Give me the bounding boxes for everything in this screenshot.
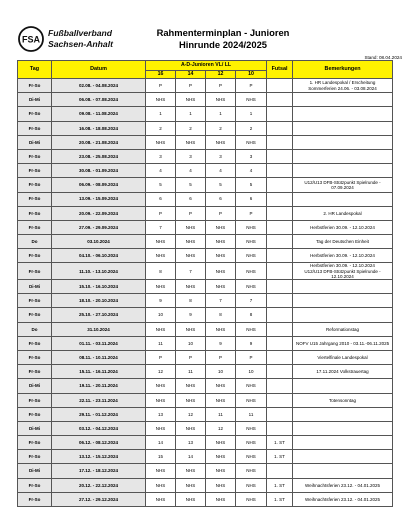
- cell-futsal: [267, 336, 293, 350]
- cell-bemerkung: [293, 407, 393, 421]
- cell-datum: 29.11. - 01.12.2024: [52, 407, 146, 421]
- cell-bemerkung: Weihnachtsferien 23.12. - 04.01.2025: [293, 492, 393, 506]
- cell-16: NHS: [146, 135, 176, 149]
- cell-futsal: [267, 263, 293, 280]
- cell-futsal: [267, 379, 293, 393]
- cell-futsal: [267, 107, 293, 121]
- cell-16: 7: [146, 220, 176, 234]
- cell-bemerkung: [293, 149, 393, 163]
- cell-bemerkung: [293, 379, 393, 393]
- cell-tag: Fr-So: [18, 192, 52, 206]
- cell-12: NHS: [206, 322, 236, 336]
- cell-14: P: [176, 206, 206, 220]
- cell-futsal: [267, 178, 293, 192]
- document-title: [128, 27, 318, 51]
- cell-datum: 16.08. - 18.08.2024: [52, 121, 146, 135]
- cell-futsal: [267, 206, 293, 220]
- cell-bemerkung: [293, 436, 393, 450]
- cell-14: NHS: [176, 93, 206, 107]
- stand-date: Stand: 08.04.2024: [364, 55, 402, 60]
- cell-12: NHS: [206, 263, 236, 280]
- cell-10: P: [236, 79, 267, 93]
- cell-12: NHS: [206, 379, 236, 393]
- table-row: [18, 206, 393, 220]
- cell-futsal: [267, 235, 293, 249]
- cell-tag: Fr-So: [18, 79, 52, 93]
- cell-16: NHS: [146, 93, 176, 107]
- cell-12: NHS: [206, 393, 236, 407]
- cell-14: NHS: [176, 393, 206, 407]
- cell-16: NHS: [146, 393, 176, 407]
- cell-datum: 23.08. - 25.08.2024: [52, 149, 146, 163]
- cell-futsal: [267, 421, 293, 435]
- cell-tag: Fr-So: [18, 249, 52, 263]
- cell-tag: Fr-So: [18, 121, 52, 135]
- cell-12: NHS: [206, 450, 236, 464]
- cell-12: 10: [206, 365, 236, 379]
- table-row: [18, 220, 393, 234]
- cell-16: 14: [146, 436, 176, 450]
- cell-14: NHS: [176, 478, 206, 492]
- cell-12: NHS: [206, 235, 236, 249]
- cell-16: 4: [146, 164, 176, 178]
- cell-bemerkung: [293, 135, 393, 149]
- col-header-datum: Datum: [52, 61, 146, 79]
- cell-12: 6: [206, 192, 236, 206]
- cell-12: NHS: [206, 93, 236, 107]
- cell-futsal: 1. ST: [267, 450, 293, 464]
- cell-datum: 18.10. - 20.10.2024: [52, 294, 146, 308]
- cell-bemerkung: 1. HR Landespokal / Erscheitung Sommerferien 24.06. - 03.08.2024: [293, 79, 393, 93]
- cell-10: NHS: [236, 220, 267, 234]
- cell-tag: Fr-So: [18, 478, 52, 492]
- table-row: [18, 93, 393, 107]
- cell-12: 12: [206, 421, 236, 435]
- cell-10: 7: [236, 294, 267, 308]
- cell-tag: Fr-So: [18, 450, 52, 464]
- cell-tag: Do: [18, 235, 52, 249]
- cell-futsal: [267, 249, 293, 263]
- cell-tag: Fr-So: [18, 263, 52, 280]
- table-row: [18, 294, 393, 308]
- organization-name: [48, 28, 113, 50]
- cell-14: 6: [176, 192, 206, 206]
- cell-16: P: [146, 79, 176, 93]
- cell-tag: Fr-So: [18, 365, 52, 379]
- cell-16: 11: [146, 336, 176, 350]
- cell-tag: Di-Mi: [18, 421, 52, 435]
- cell-14: NHS: [176, 135, 206, 149]
- cell-10: NHS: [236, 93, 267, 107]
- cell-12: 2: [206, 121, 236, 135]
- cell-datum: 20.12. - 22.12.2024: [52, 478, 146, 492]
- cell-tag: Fr-So: [18, 336, 52, 350]
- cell-16: 9: [146, 294, 176, 308]
- table-row: [18, 249, 393, 263]
- cell-tag: Di-Mi: [18, 135, 52, 149]
- cell-datum: 13.12. - 15.12.2024: [52, 450, 146, 464]
- cell-14: NHS: [176, 464, 206, 478]
- cell-bemerkung: [293, 93, 393, 107]
- table-row: [18, 308, 393, 322]
- cell-14: 10: [176, 336, 206, 350]
- cell-14: 1: [176, 107, 206, 121]
- cell-datum: 06.12. - 08.12.2024: [52, 436, 146, 450]
- cell-10: NHS: [236, 135, 267, 149]
- cell-bemerkung: Herbstferien 30.09. - 12.10.2024 U12/U13 DFB-Stützpunkt Spielrunde - 12.10.2024: [293, 263, 393, 280]
- cell-12: NHS: [206, 436, 236, 450]
- cell-futsal: [267, 220, 293, 234]
- cell-10: NHS: [236, 393, 267, 407]
- cell-datum: 17.12. - 18.12.2024: [52, 464, 146, 478]
- cell-10: NHS: [236, 436, 267, 450]
- fsa-logo-icon: [18, 26, 44, 52]
- cell-16: NHS: [146, 280, 176, 294]
- cell-bemerkung: [293, 164, 393, 178]
- cell-12: NHS: [206, 478, 236, 492]
- table-row: [18, 79, 393, 93]
- table-header-row-1: [18, 61, 393, 71]
- cell-tag: Fr-So: [18, 407, 52, 421]
- cell-14: 3: [176, 149, 206, 163]
- cell-12: 1: [206, 107, 236, 121]
- table-row: [18, 280, 393, 294]
- cell-tag: Fr-So: [18, 436, 52, 450]
- cell-14: NHS: [176, 249, 206, 263]
- table-row: [18, 350, 393, 364]
- cell-12: NHS: [206, 249, 236, 263]
- cell-10: NHS: [236, 379, 267, 393]
- cell-datum: 02.08. - 04.08.2024: [52, 79, 146, 93]
- table-row: [18, 121, 393, 135]
- cell-bemerkung: NOFV U15 Jahrgang 2010 - 03.11.-06.11.2025: [293, 336, 393, 350]
- cell-tag: Di-Mi: [18, 93, 52, 107]
- cell-futsal: [267, 322, 293, 336]
- cell-14: NHS: [176, 235, 206, 249]
- table-row: [18, 478, 393, 492]
- table-row: [18, 336, 393, 350]
- cell-14: NHS: [176, 220, 206, 234]
- cell-10: 8: [236, 308, 267, 322]
- cell-datum: 06.08. - 07.08.2024: [52, 93, 146, 107]
- cell-bemerkung: Herbstferien 30.09. - 12.10.2024: [293, 220, 393, 234]
- table-row: [18, 164, 393, 178]
- cell-bemerkung: [293, 294, 393, 308]
- cell-10: NHS: [236, 263, 267, 280]
- cell-10: NHS: [236, 450, 267, 464]
- cell-10: NHS: [236, 492, 267, 506]
- cell-12: NHS: [206, 280, 236, 294]
- cell-futsal: [267, 93, 293, 107]
- cell-14: 4: [176, 164, 206, 178]
- cell-16: P: [146, 206, 176, 220]
- cell-datum: 01.11. - 03.11.2024: [52, 336, 146, 350]
- cell-12: 9: [206, 336, 236, 350]
- cell-12: 5: [206, 178, 236, 192]
- cell-tag: Fr-So: [18, 308, 52, 322]
- cell-14: NHS: [176, 322, 206, 336]
- cell-16: 15: [146, 450, 176, 464]
- cell-datum: 08.11. - 10.11.2024: [52, 350, 146, 364]
- cell-16: 10: [146, 308, 176, 322]
- table-row: [18, 379, 393, 393]
- cell-16: NHS: [146, 421, 176, 435]
- cell-16: NHS: [146, 322, 176, 336]
- table-row: [18, 464, 393, 478]
- cell-futsal: [267, 308, 293, 322]
- cell-10: 3: [236, 149, 267, 163]
- table-row: [18, 135, 393, 149]
- cell-datum: 03.12. - 04.12.2024: [52, 421, 146, 435]
- table-row: [18, 365, 393, 379]
- col-header-10: 10: [236, 71, 267, 79]
- cell-14: NHS: [176, 421, 206, 435]
- table-row: [18, 107, 393, 121]
- cell-futsal: [267, 79, 293, 93]
- cell-bemerkung: [293, 450, 393, 464]
- cell-bemerkung: [293, 421, 393, 435]
- cell-futsal: 1. ST: [267, 478, 293, 492]
- cell-16: NHS: [146, 492, 176, 506]
- cell-10: NHS: [236, 464, 267, 478]
- cell-bemerkung: 2. HR Landespokal: [293, 206, 393, 220]
- cell-16: 6: [146, 192, 176, 206]
- table-row: [18, 492, 393, 506]
- cell-futsal: 1. ST: [267, 492, 293, 506]
- cell-14: NHS: [176, 280, 206, 294]
- title-line-2: Hinrunde 2024/2025: [178, 39, 268, 50]
- cell-16: NHS: [146, 235, 176, 249]
- cell-tag: Di-Mi: [18, 280, 52, 294]
- cell-bemerkung: U12/U13 DFB-Stützpunkt Spielrunde - 07.09.2024: [293, 178, 393, 192]
- cell-datum: 25.10. - 27.10.2024: [52, 308, 146, 322]
- cell-tag: Fr-So: [18, 178, 52, 192]
- cell-10: NHS: [236, 421, 267, 435]
- cell-12: 4: [206, 164, 236, 178]
- col-header-futsal: Futsal: [267, 61, 293, 79]
- cell-futsal: [267, 121, 293, 135]
- cell-futsal: [267, 164, 293, 178]
- cell-datum: 15.10. - 16.10.2024: [52, 280, 146, 294]
- cell-datum: 13.09. - 15.09.2024: [52, 192, 146, 206]
- cell-bemerkung: Herbstferien 30.09. - 12.10.2024: [293, 249, 393, 263]
- cell-tag: Fr-So: [18, 350, 52, 364]
- cell-16: 13: [146, 407, 176, 421]
- table-row: [18, 436, 393, 450]
- cell-14: 11: [176, 365, 206, 379]
- cell-datum: 31.10.2024: [52, 322, 146, 336]
- cell-12: P: [206, 350, 236, 364]
- table-row: [18, 192, 393, 206]
- col-header-group: A-D-Junioren VL/ LL: [146, 61, 267, 71]
- cell-12: P: [206, 206, 236, 220]
- cell-16: 5: [146, 178, 176, 192]
- schedule-table-body: [18, 79, 393, 507]
- cell-14: P: [176, 79, 206, 93]
- cell-10: NHS: [236, 249, 267, 263]
- cell-bemerkung: [293, 192, 393, 206]
- cell-12: 11: [206, 407, 236, 421]
- cell-10: 11: [236, 407, 267, 421]
- title-line-1: Rahmenterminplan - Junioren: [156, 27, 290, 38]
- cell-12: NHS: [206, 220, 236, 234]
- cell-datum: 22.11. - 23.11.2024: [52, 393, 146, 407]
- cell-10: NHS: [236, 322, 267, 336]
- cell-16: 12: [146, 365, 176, 379]
- cell-bemerkung: 17.11.2024 Volkstrauertag: [293, 365, 393, 379]
- cell-futsal: [267, 294, 293, 308]
- table-row: [18, 407, 393, 421]
- cell-16: NHS: [146, 249, 176, 263]
- org-line-1: Fußballverband: [48, 28, 112, 38]
- cell-10: 2: [236, 121, 267, 135]
- cell-datum: 30.08. - 01.09.2024: [52, 164, 146, 178]
- cell-10: NHS: [236, 280, 267, 294]
- table-row: [18, 322, 393, 336]
- cell-datum: 19.11. - 20.11.2024: [52, 379, 146, 393]
- cell-tag: Fr-So: [18, 492, 52, 506]
- cell-12: NHS: [206, 492, 236, 506]
- cell-10: P: [236, 206, 267, 220]
- table-row: [18, 263, 393, 280]
- cell-14: 14: [176, 450, 206, 464]
- cell-tag: Fr-So: [18, 164, 52, 178]
- cell-10: 1: [236, 107, 267, 121]
- table-row: [18, 450, 393, 464]
- col-header-12: 12: [206, 71, 236, 79]
- cell-tag: Do: [18, 322, 52, 336]
- cell-14: 12: [176, 407, 206, 421]
- cell-datum: 06.09. - 08.09.2024: [52, 178, 146, 192]
- table-row: [18, 235, 393, 249]
- col-header-tag: Tag: [18, 61, 52, 79]
- cell-datum: 09.08. - 11.08.2024: [52, 107, 146, 121]
- cell-10: P: [236, 350, 267, 364]
- cell-bemerkung: [293, 280, 393, 294]
- cell-bemerkung: [293, 121, 393, 135]
- cell-10: 9: [236, 336, 267, 350]
- cell-bemerkung: Tag der Deutschen Einheit: [293, 235, 393, 249]
- cell-tag: Fr-So: [18, 393, 52, 407]
- cell-12: NHS: [206, 464, 236, 478]
- cell-14: 8: [176, 294, 206, 308]
- cell-futsal: [267, 393, 293, 407]
- cell-12: NHS: [206, 135, 236, 149]
- cell-tag: Fr-So: [18, 206, 52, 220]
- cell-tag: Fr-So: [18, 294, 52, 308]
- cell-datum: 03.10.2024: [52, 235, 146, 249]
- cell-12: 8: [206, 308, 236, 322]
- cell-16: NHS: [146, 379, 176, 393]
- cell-tag: Fr-So: [18, 107, 52, 121]
- cell-futsal: [267, 192, 293, 206]
- cell-bemerkung: [293, 107, 393, 121]
- cell-tag: Fr-So: [18, 220, 52, 234]
- col-header-14: 14: [176, 71, 206, 79]
- svg-text:FSA: FSA: [22, 34, 40, 45]
- cell-bemerkung: Totensonntag: [293, 393, 393, 407]
- cell-futsal: [267, 135, 293, 149]
- cell-16: NHS: [146, 464, 176, 478]
- cell-datum: 20.08. - 21.08.2024: [52, 135, 146, 149]
- cell-14: 2: [176, 121, 206, 135]
- cell-14: 9: [176, 308, 206, 322]
- cell-10: 10: [236, 365, 267, 379]
- cell-14: P: [176, 350, 206, 364]
- cell-futsal: 1. ST: [267, 436, 293, 450]
- cell-datum: 15.11. - 16.11.2024: [52, 365, 146, 379]
- cell-14: NHS: [176, 379, 206, 393]
- cell-bemerkung: [293, 464, 393, 478]
- cell-14: 7: [176, 263, 206, 280]
- cell-16: P: [146, 350, 176, 364]
- cell-10: 4: [236, 164, 267, 178]
- cell-futsal: [267, 464, 293, 478]
- col-header-bemerkungen: Bemerkungen: [293, 61, 393, 79]
- cell-16: NHS: [146, 478, 176, 492]
- schedule-table: [17, 60, 393, 507]
- cell-datum: 11.10. - 13.10.2024: [52, 263, 146, 280]
- table-row: [18, 149, 393, 163]
- cell-futsal: [267, 407, 293, 421]
- cell-14: 5: [176, 178, 206, 192]
- cell-12: P: [206, 79, 236, 93]
- table-row: [18, 421, 393, 435]
- cell-14: 13: [176, 436, 206, 450]
- cell-10: NHS: [236, 235, 267, 249]
- cell-12: 7: [206, 294, 236, 308]
- cell-futsal: [267, 350, 293, 364]
- cell-bemerkung: Viertelfinale Landespokal: [293, 350, 393, 364]
- cell-tag: Fr-So: [18, 149, 52, 163]
- cell-futsal: [267, 280, 293, 294]
- cell-tag: Di-Mi: [18, 379, 52, 393]
- cell-10: NHS: [236, 478, 267, 492]
- cell-datum: 04.10. - 06.10.2024: [52, 249, 146, 263]
- col-header-16: 16: [146, 71, 176, 79]
- cell-bemerkung: Weihnachtsferien 23.12. - 04.01.2025: [293, 478, 393, 492]
- table-row: [18, 178, 393, 192]
- cell-16: 1: [146, 107, 176, 121]
- org-line-2: Sachsen-Anhalt: [48, 39, 113, 49]
- cell-14: NHS: [176, 492, 206, 506]
- cell-futsal: [267, 365, 293, 379]
- cell-10: 5: [236, 178, 267, 192]
- cell-datum: 27.12. - 29.12.2024: [52, 492, 146, 506]
- cell-bemerkung: [293, 308, 393, 322]
- cell-bemerkung: Reformationstag: [293, 322, 393, 336]
- cell-16: 8: [146, 263, 176, 280]
- page-header: [0, 0, 410, 60]
- cell-16: 2: [146, 121, 176, 135]
- table-row: [18, 393, 393, 407]
- cell-10: 6: [236, 192, 267, 206]
- cell-tag: Di-Mi: [18, 464, 52, 478]
- cell-16: 3: [146, 149, 176, 163]
- cell-datum: 20.09. - 22.09.2024: [52, 206, 146, 220]
- cell-futsal: [267, 149, 293, 163]
- cell-datum: 27.09. - 29.09.2024: [52, 220, 146, 234]
- cell-12: 3: [206, 149, 236, 163]
